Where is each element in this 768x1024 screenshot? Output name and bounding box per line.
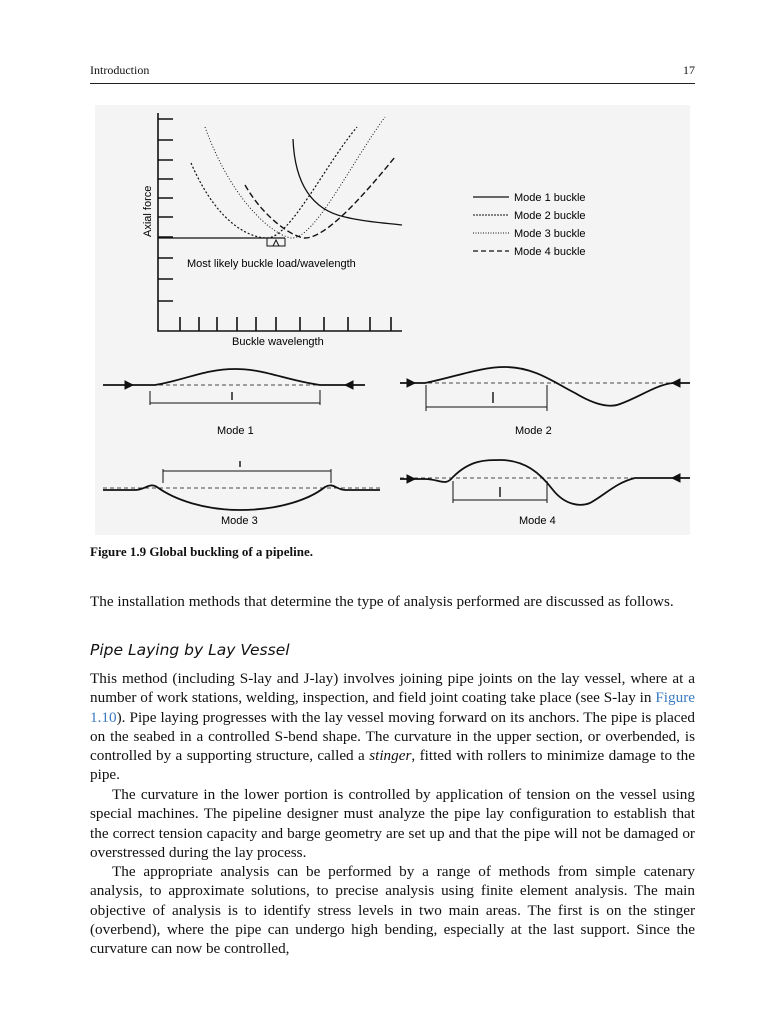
plot-axes xyxy=(158,113,402,331)
x-axis-label: Buckle wavelength xyxy=(232,336,324,348)
figure-1-9 xyxy=(95,105,690,535)
mode-1-diagram xyxy=(103,369,365,405)
figure-svg xyxy=(95,105,690,535)
figure-caption: Figure 1.9 Global buckling of a pipeline. xyxy=(90,544,313,559)
mode-1-label: Mode 1 xyxy=(217,425,254,437)
legend-mode-2: Mode 2 buckle xyxy=(514,210,586,222)
header-section: Introduction xyxy=(90,63,150,77)
y-axis-label: Axial force xyxy=(142,185,154,237)
running-header xyxy=(90,63,695,84)
section-title: Pipe Laying by Lay Vessel xyxy=(90,641,290,659)
annotation-text: Most likely buckle load/wavelength xyxy=(187,258,356,270)
paragraph-1 xyxy=(90,669,695,785)
legend-mode-3: Mode 3 buckle xyxy=(514,228,586,240)
annotation-bracket xyxy=(267,238,285,246)
legend-mode-4: Mode 4 buckle xyxy=(514,246,586,258)
p1-text-end: , fitted with rollers to minimize damage to the pipe. xyxy=(90,747,695,784)
legend-mode-1: Mode 1 buckle xyxy=(514,192,586,204)
mode-2-label: Mode 2 xyxy=(515,425,552,437)
paragraph-2: The curvature in the lower portion is controlled by application of tension on the vessel using special machines. The pipeline designer must analyze the pipe lay configuration to establish that the correct tension capacity and barge geometry are set up and that the pipe will not be damaged or overstressed during the lay process. xyxy=(90,786,695,861)
p1-text-start: This method (including S-lay and J-lay) involves joining pipe joints on the lay vessel, where at a number of work stations, welding, inspection, and field joint coating take place (see S-lay in xyxy=(90,670,695,707)
intro-paragraph: The installation methods that determine the type of analysis performed are discussed as follows. xyxy=(90,593,674,610)
mode-2-curve xyxy=(245,157,395,238)
legend xyxy=(473,192,586,258)
mode-1-curve xyxy=(293,139,402,225)
mode-4-diagram xyxy=(400,460,690,505)
p1-italic-term: stinger xyxy=(369,747,412,765)
figure-1-10-link[interactable]: Figure 1.10 xyxy=(90,689,695,726)
mode-4-label: Mode 4 xyxy=(519,515,556,527)
paragraph-3: The appropriate analysis can be performed by a range of methods from simple catenary analysis, to approximate solutions, to precise analysis using finite element analysis. The main objective of analysis is to identify stress levels in two main areas. The first is on the stinger (overbend), where the pipe can undergo high bending, especially at the last support. Since the curvature can now be controlled, xyxy=(90,863,695,958)
mode-3-label: Mode 3 xyxy=(221,515,258,527)
mode-3-diagram xyxy=(103,461,380,510)
page-number: 17 xyxy=(683,63,695,77)
mode-2-diagram xyxy=(400,367,690,411)
p1-text-middle: ). Pipe laying progresses with the lay vessel moving forward on its anchors. The pipe is placed on the seabed in a controlled S-bend shape. The curvature in the upper section, or overbended, is controlled by a supporting structure, called a xyxy=(90,708,695,765)
